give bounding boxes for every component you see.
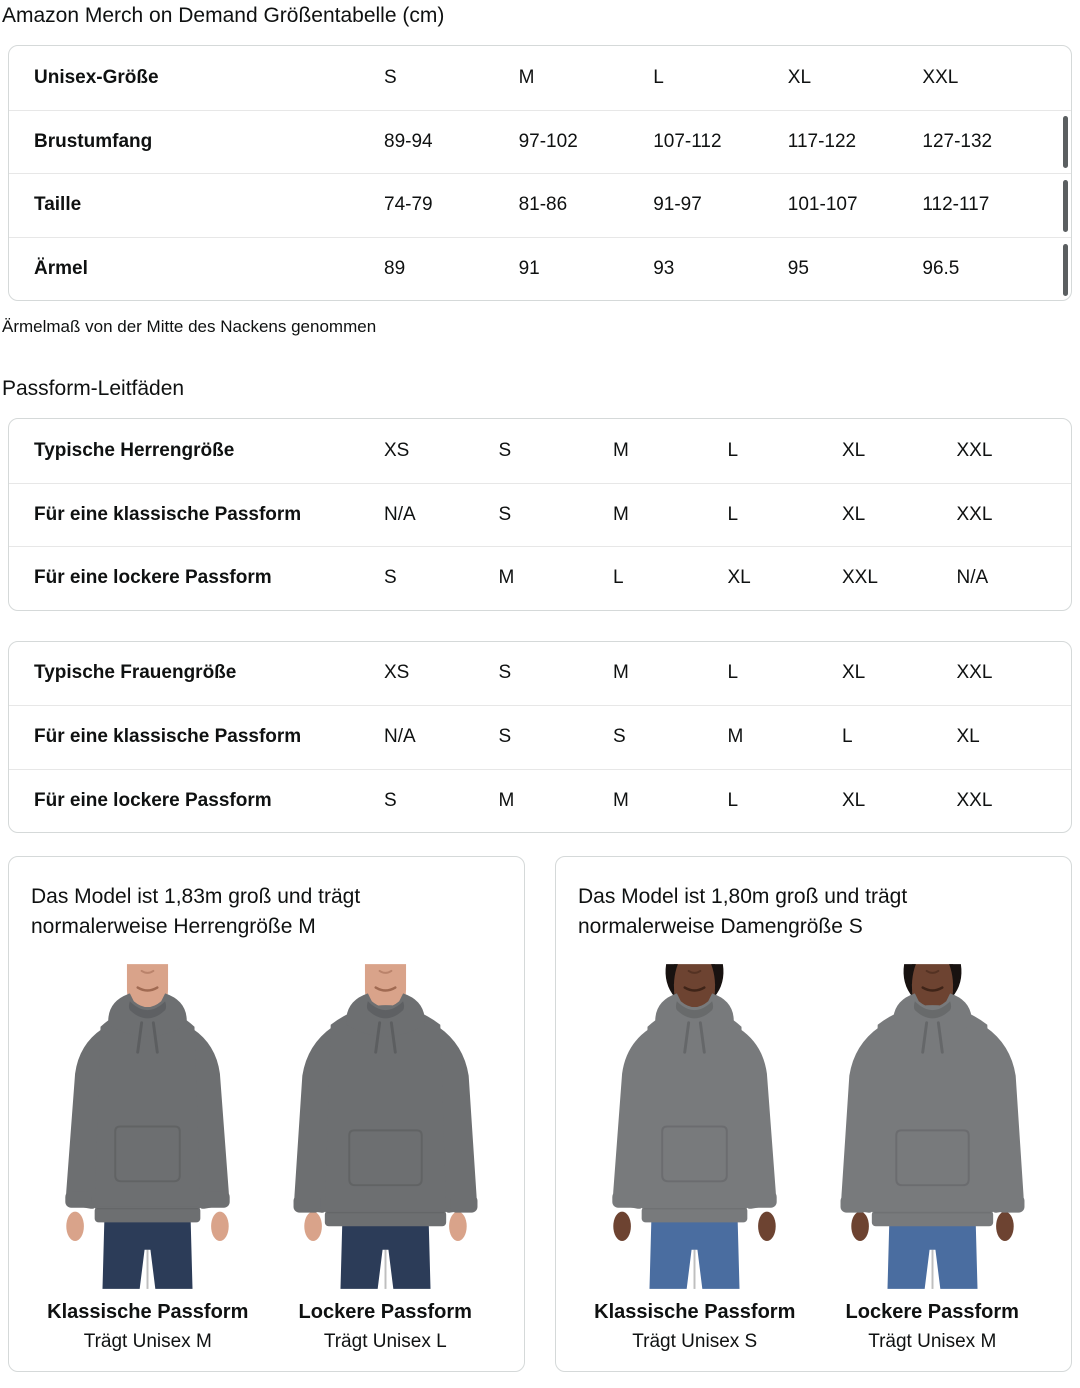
- fit-caption: Lockere Passform: [298, 1301, 472, 1323]
- cell: XL: [727, 567, 751, 589]
- cell: L: [613, 567, 624, 589]
- row-label: Typische Frauengröße: [34, 662, 237, 684]
- cell: L: [727, 662, 739, 684]
- cell: 107-112: [653, 130, 722, 152]
- column-header: XL: [787, 66, 812, 88]
- row-label: Unisex-Größe: [34, 66, 159, 88]
- fit-guides-heading: Passform-Leitfäden: [2, 377, 185, 400]
- column-header: S: [384, 66, 397, 88]
- table-row: [9, 237, 1071, 301]
- cell: M: [613, 503, 629, 525]
- cell: L: [727, 789, 739, 811]
- cell: M: [613, 439, 629, 461]
- womens-fit-table: [8, 641, 1072, 834]
- table-row: [9, 546, 1071, 610]
- cell: 117-122: [787, 130, 857, 152]
- cell: XXL: [956, 789, 993, 811]
- size-table: [8, 45, 1072, 301]
- table-row: [9, 483, 1071, 547]
- model-cards: [8, 856, 1072, 1372]
- female-model-classic-fit-photo: [581, 964, 808, 1289]
- row-scrollbar[interactable]: [1063, 244, 1068, 296]
- size-caption: Trägt Unisex M: [83, 1331, 212, 1352]
- cell: XXL: [956, 662, 993, 684]
- cell: S: [498, 439, 512, 461]
- cell: M: [498, 789, 515, 811]
- cell: 91: [518, 257, 540, 279]
- row-label: Brustumfang: [34, 130, 153, 152]
- cell: N/A: [384, 726, 416, 748]
- table-row: [9, 769, 1071, 833]
- classic-fit-figure: [29, 964, 267, 1353]
- cell: XS: [384, 662, 410, 684]
- cell: M: [613, 662, 629, 684]
- page-title: Amazon Merch on Demand Größentabelle (cm): [2, 4, 445, 27]
- mens-fit-table: [8, 418, 1072, 611]
- loose-fit-figure: [814, 964, 1052, 1353]
- size-caption: Trägt Unisex L: [323, 1331, 447, 1352]
- model-description: Das Model ist 1,83m groß und trägt normalerweise Herrengröße M: [31, 885, 361, 938]
- column-header: M: [518, 66, 535, 88]
- male-model-loose-fit-photo: [272, 964, 499, 1289]
- table-row: [9, 173, 1071, 237]
- cell: L: [842, 726, 853, 748]
- cell: S: [384, 567, 397, 589]
- cell: XL: [842, 439, 866, 461]
- cell: L: [727, 439, 739, 461]
- cell: 91-97: [653, 194, 702, 216]
- column-header: XXL: [922, 66, 959, 88]
- cell: S: [384, 789, 397, 811]
- cell: 93: [653, 257, 675, 279]
- cell: 89-94: [384, 130, 433, 152]
- cell: XXL: [842, 567, 878, 589]
- cell: M: [498, 567, 515, 589]
- cell: S: [613, 726, 626, 748]
- classic-fit-figure: [576, 964, 814, 1353]
- row-label: Typische Herrengröße: [34, 439, 235, 461]
- cell: XXL: [956, 503, 993, 525]
- table-row: [9, 110, 1071, 174]
- column-header: L: [653, 66, 664, 88]
- cell: 89: [384, 257, 406, 279]
- cell: 112-117: [922, 194, 990, 216]
- cell: N/A: [956, 567, 989, 589]
- cell: 127-132: [922, 130, 993, 152]
- cell: 96.5: [922, 257, 960, 279]
- size-caption: Trägt Unisex M: [868, 1331, 997, 1352]
- loose-fit-figure: [267, 964, 505, 1353]
- row-label: Für eine lockere Passform: [34, 567, 272, 589]
- cell: XL: [956, 726, 980, 748]
- table-row: [9, 642, 1071, 706]
- row-label: Für eine lockere Passform: [34, 789, 272, 811]
- cell: XL: [842, 503, 866, 525]
- cell: XS: [384, 439, 410, 461]
- size-caption: Trägt Unisex S: [632, 1331, 758, 1352]
- cell: 101-107: [787, 194, 858, 216]
- row-scrollbar[interactable]: [1063, 180, 1068, 232]
- row-label: Für eine klassische Passform: [34, 726, 302, 748]
- cell: M: [727, 726, 744, 748]
- cell: 95: [787, 257, 809, 279]
- fit-caption: Lockere Passform: [845, 1301, 1019, 1323]
- male-model-card: [8, 856, 525, 1372]
- row-label: Für eine klassische Passform: [34, 503, 302, 525]
- row-label: Taille: [34, 194, 82, 216]
- fit-caption: Klassische Passform: [47, 1301, 249, 1323]
- row-label: Ärmel: [34, 257, 88, 279]
- sleeve-measure-note: Ärmelmaß von der Mitte des Nackens genommen: [2, 317, 377, 336]
- cell: N/A: [384, 503, 416, 525]
- cell: 74-79: [384, 194, 433, 216]
- row-scrollbar[interactable]: [1063, 116, 1068, 168]
- table-row: [9, 419, 1071, 483]
- female-model-card: [555, 856, 1072, 1372]
- cell: 81-86: [518, 194, 568, 216]
- cell: S: [498, 726, 512, 748]
- cell: M: [613, 789, 629, 811]
- female-model-loose-fit-photo: [819, 964, 1046, 1289]
- table-header-row: [9, 46, 1071, 110]
- fit-caption: Klassische Passform: [594, 1301, 796, 1323]
- cell: S: [498, 662, 512, 684]
- cell: S: [498, 503, 512, 525]
- model-description: Das Model ist 1,80m groß und trägt normalerweise Damengröße S: [578, 885, 908, 938]
- table-row: [9, 705, 1071, 769]
- cell: XXL: [956, 439, 993, 461]
- cell: L: [727, 503, 739, 525]
- cell: 97-102: [518, 130, 578, 152]
- cell: XL: [842, 662, 866, 684]
- male-model-classic-fit-photo: [34, 964, 261, 1289]
- cell: XL: [842, 789, 866, 811]
